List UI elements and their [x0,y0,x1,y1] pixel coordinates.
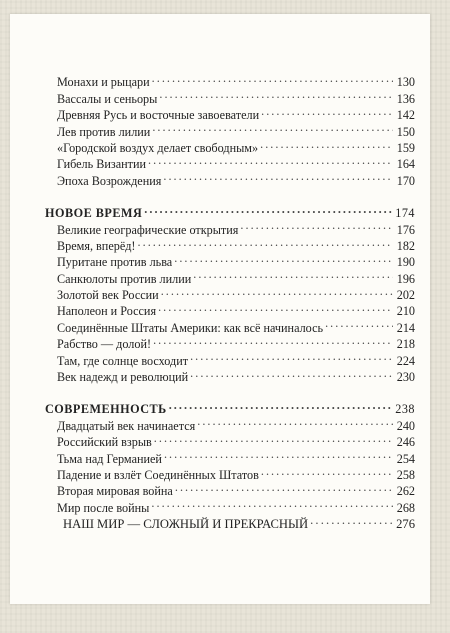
toc-entry-title: Рабство — долой! [57,337,152,352]
toc-leader-dots [161,283,393,299]
toc-leader-dots [240,217,393,233]
toc-leader-dots [158,299,393,315]
toc-entry-title: Золотой век России [57,288,159,303]
toc-leader-dots [310,512,393,528]
toc-entry-page: 254 [396,451,415,466]
toc-leader-dots [325,315,393,331]
toc-section-heading[interactable] [45,397,415,417]
toc-entry-page: 196 [396,271,415,286]
toc-section-page: 238 [395,402,415,417]
toc-leader-dots [153,332,393,348]
toc-entry-title: Российский взрыв [57,435,152,450]
toc-leader-dots [154,430,393,446]
toc-entry-title: Эпоха Возрождения [57,173,162,188]
toc-leader-dots [260,136,393,152]
toc-entry-page: 258 [396,467,415,482]
toc-entry-page: 240 [396,418,415,433]
toc-leader-dots [151,495,393,511]
toc-entry-title: НАШ МИР — СЛОЖНЫЙ И ПРЕКРАСНЫЙ [63,517,309,532]
toc-entry-page: 159 [396,140,415,155]
toc-entry-page: 176 [396,222,415,237]
toc-leader-dots [169,397,393,413]
toc-leader-dots [138,234,394,250]
toc-leader-dots [152,119,393,135]
toc-leader-dots [159,86,393,102]
toc-entry-page: 190 [396,255,415,270]
toc-group-contemporary [45,397,415,532]
toc-entry-title: Великие географические открытия [57,222,239,237]
toc-entry-page: 202 [396,288,415,303]
toc-entry-title: Лев против лилии [57,124,151,139]
toc-entry-title: Монахи и рыцари [57,75,150,90]
toc-entry-title: Падение и взлёт Соединённых Штатов [57,467,259,482]
book-page [10,14,430,604]
toc-entry-page: 224 [396,353,415,368]
toc-section-title: СОВРЕМЕННОСТЬ [45,402,167,417]
toc-entry-title: Век надежд и революций [57,370,189,385]
toc-leader-dots [261,463,393,479]
toc-leader-dots [148,152,393,168]
toc-entry-page: 276 [396,517,415,532]
toc-entry-title: Двадцатый век начинается [57,418,196,433]
toc-entry-page: 150 [396,124,415,139]
toc-entry-page: 182 [396,238,415,253]
toc-leader-dots [193,266,393,282]
toc-entry-title: Гибель Византии [57,157,147,172]
toc-group-middle-ages [45,70,415,188]
toc-group-modern-times [45,201,415,385]
toc-leader-dots [164,446,393,462]
toc-entry-title: Пуритане против льва [57,255,173,270]
toc-entry-page: 164 [396,157,415,172]
toc-leader-dots [152,70,393,86]
toc-section-title: НОВОЕ ВРЕМЯ [45,206,143,221]
toc-leader-dots [175,479,393,495]
toc-entry-page: 142 [396,108,415,123]
toc-section-heading[interactable] [45,201,415,221]
toc-entry-page: 218 [396,337,415,352]
toc-entry-title: Мир после войны [57,500,150,515]
toc-leader-dots [174,250,393,266]
toc-leader-dots [144,201,393,217]
toc-entry-title: Время, вперёд! [57,238,136,253]
toc-entry-page: 268 [396,500,415,515]
toc-entry-title: Тьма над Германией [57,451,162,466]
table-of-contents [45,70,415,532]
toc-entry-page: 230 [396,370,415,385]
toc-entry-title: Соединённые Штаты Америки: как всё начиналось [57,320,324,335]
toc-entry-title: Древняя Русь и восточные завоеватели [57,108,260,123]
toc-entry-title: Вторая мировая война [57,484,173,499]
toc-entry-page: 262 [396,484,415,499]
toc-entry-title: «Городской воздух делает свободным» [57,140,259,155]
toc-entry-title: Там, где солнце восходит [57,353,189,368]
toc-entry-title: Наполеон и Россия [57,304,157,319]
toc-leader-dots [197,413,393,429]
toc-leader-dots [261,103,393,119]
toc-entry-title: Вассалы и сеньоры [57,91,158,106]
toc-entry-title: Санкюлоты против лилии [57,271,192,286]
toc-leader-dots [190,365,393,381]
toc-section-page: 174 [395,206,415,221]
toc-entry-page: 130 [396,75,415,90]
toc-leader-dots [190,348,393,364]
toc-entry-page: 136 [396,91,415,106]
toc-entry-page: 246 [396,435,415,450]
toc-entry-page: 214 [396,320,415,335]
toc-entry-page: 170 [396,173,415,188]
toc-leader-dots [163,168,393,184]
toc-entry-page: 210 [396,304,415,319]
toc-entry[interactable] [45,70,415,90]
